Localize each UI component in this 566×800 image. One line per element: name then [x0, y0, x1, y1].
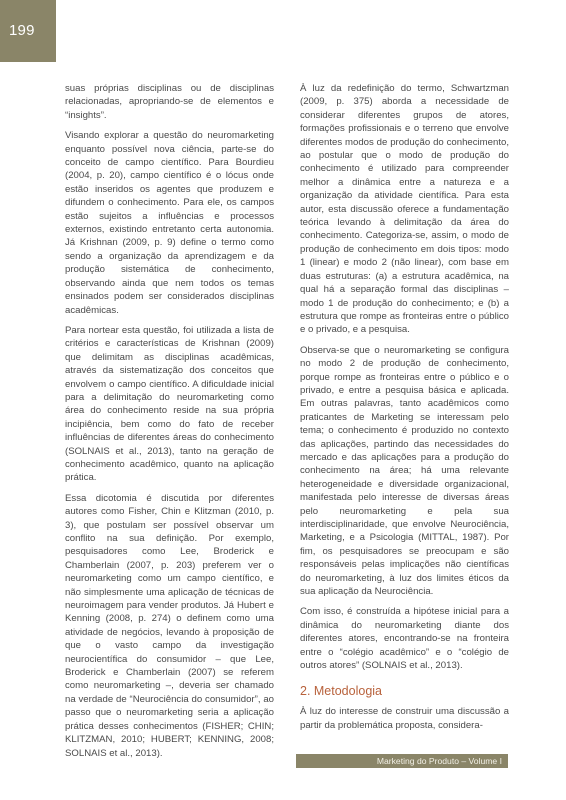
footer-bar [296, 754, 508, 768]
paragraph: suas próprias disciplinas ou de disciplinas relacionadas, apropriando-se de elementos e “insights”. [65, 83, 274, 121]
left-column [65, 82, 274, 767]
paragraph: Observa-se que o neuromarketing se configura no modo 2 de produção de conhecimento, porque rompe as fronteiras entre o público e o privado, e entre a pesquisa básica e aplicada. Em outras palavras, tanto acadêmicos como praticantes de Marketing se interessam pelo tema; o conhecimento é produzido no contexto das aplicações, partindo das necessidades do mercado e das aplicações para a produção do conhecimento na área; há uma relevante heterogeneidade e diversidade organizacional, manifestada pelo interesse de diversas áreas pelo neuromarketing e pela sua interdisciplinaridade, que envolve Neurociência, Marketing, e a Psicologia (MITTAL, 1987). Por fim, os pesquisadores se preocupam e são responsáveis pelas implicações não científicas do neuromarketing, à luz dos limites éticos da sua aplicação da Neurociência. [300, 344, 509, 598]
page-number: 199 [9, 22, 35, 39]
section-heading: 2. Metodologia [300, 684, 383, 699]
paragraph: Essa dicotomia é discutida por diferentes autores como Fisher, Chin e Klitzman (2010, p. 3), que postulam ser possível observar um conflito na sua definição. Por exemplo, pesquisadores como Lee, Broderick e Chamberlain (2007, p. 203) preferem ver o neuromarketing como um campo científico, e não simplesmente uma aplicação de técnicas de neuroimagem para vender produtos. Já Hubert e Kenning (2008, p. 274) o definem como uma atividade de negócios, levando à proposição de que o vasto campo da investigação neurocientífica do consumidor – que Lee, Broderick e Chamberlain (2007) se referem como neuromarketing –, deveria ser chamado na verdade de “Neurociência do consumidor”, ao passo que o neuromarketing seria a aplicação prática desses conhecimentos (FISHER; CHIN; KLITZMAN, 2010; HUBERT; KENNING, 2008; SOLNAIS et al., 2013). [65, 492, 274, 759]
page-number-box [0, 0, 56, 62]
paragraph: Com isso, é construída a hipótese inicial para a dinâmica do neuromarketing diante dos diferentes atores, encontrando-se na fronteira entre o “colégio acadêmico” e o “colégio de outros atores” (SOLNAIS et al., 2013). [300, 606, 509, 672]
paragraph: Para nortear esta questão, foi utilizada a lista de critérios e características de Krishnan (2009) que delimitam as disciplinas acadêmicas, através da sistematização dos conceitos que envolvem o campo científico. A dificuldade inicial para a delimitação do neuromarketing como área do conhecimento reside na sua própria incipiência, bem como do fato de receber influências de diferentes áreas do conhecimento (SOLNAIS et al., 2013), tanto na geração de conhecimento acadêmico, quanto na aplicação prática. [65, 324, 274, 484]
paragraph: Visando explorar a questão do neuromarketing enquanto possível nova ciência, parte-se do conceito de campo científico. Para Bourdieu (2004, p. 20), campo científico é o lócus onde estão inseridos os agentes que produzem e difundem o conhecimento. Para ele, os campos estão sujeitos a influências e processos externos, existindo entretanto certa autonomia. Já Krishnan (2009, p. 9) define o termo como sendo a organização da aprendizagem e da produção sistemática de conhecimento, observando ainda que nem todos os temas ensinados podem ser considerados disciplinas acadêmicas. [65, 130, 274, 316]
paragraph: À luz do interesse de construir uma discussão a partir da problemática proposta, considera- [300, 706, 509, 731]
paragraph: À luz da redefinição do termo, Schwartzman (2009, p. 375) aborda a necessidade de considerar diferentes grupos de atores, formações profissionais e o terreno que envolve diferentes modos de produção do conhecimento, ao postular que o modo de produção do conhecimento é utilizado para compreender melhor a dinâmica entre a natureza e a organização da atividade científica. Para esta autor, esta discussão oferece a fundamentação teórica levando à delimitação da área do conhecimento. Categoriza-se, assim, o modo de produção de conhecimento em dois tipos: modo 1 (linear) e modo 2 (não linear), com base em duas estruturas: (a) a estrutura acadêmica, na qual há a separação formal das disciplinas – modo 1 de produção do conhecimento; e (b) a estrutura que rompe as fronteiras entre o público e o privado, e a pesquisa. [300, 83, 509, 336]
footer-title: Marketing do Produto – Volume I [376, 756, 502, 766]
right-column [300, 82, 509, 739]
